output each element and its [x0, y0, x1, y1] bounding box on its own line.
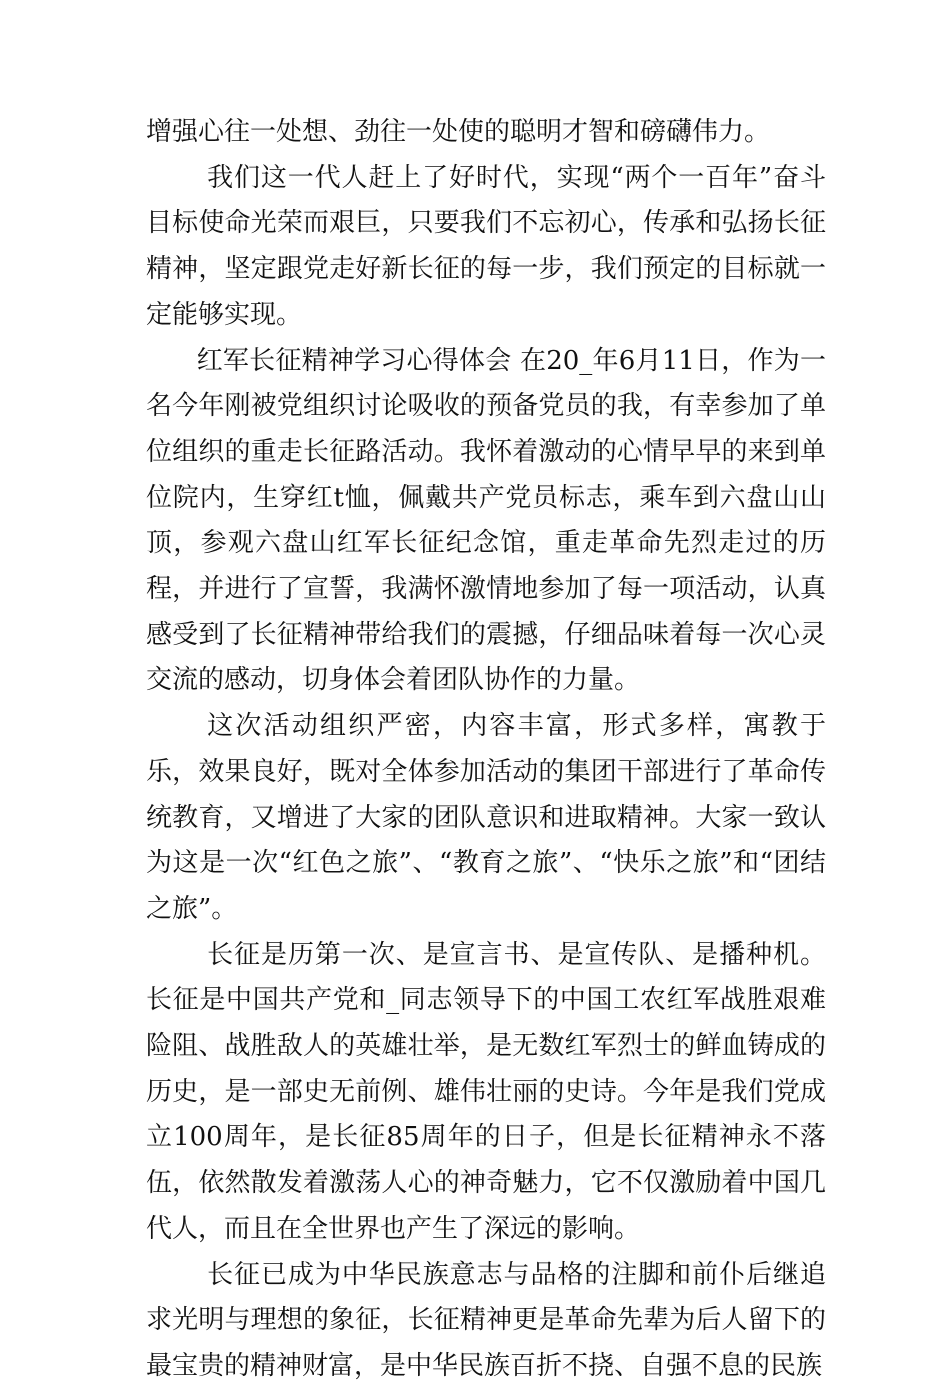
paragraph-3: 红军长征精神学习心得体会 在20_年6月11日，作为一名今年刚被党组织讨论吸收的预备党员的我，有幸参加了单位组织的重走长征路活动。我怀着激动的心情早早的来到单位院内，生穿红t恤，佩戴共产党员标志，乘车到六盘山山顶，参观六盘山红军长征纪念馆，重走革命先烈走过的历程，并进行了宣誓，我满怀激情地参加了每一项活动，认真感受到了长征精神带给我们的震撼，仔细品味着每一次心灵交流的感动，切身体会着团队协作的力量。: [146, 345, 826, 696]
paragraph-4: 这次活动组织严密，内容丰富，形式多样，寓教于乐，效果良好，既对全体参加活动的集团干部进行了革命传统教育，又增进了大家的团队意识和进取精神。大家一致认为这是一次“红色之旅”、“教育之旅”、“快乐之旅”和“团结之旅”。: [146, 711, 826, 924]
paragraph-5: 长征是历第一次、是宣言书、是宣传队、是播种机。长征是中国共产党和_同志领导下的中国工农红军战胜艰难险阻、战胜敌人的英雄壮举，是无数红军烈士的鲜血铸成的历史，是一部史无前例、雄伟壮丽的史诗。今年是我们党成立100周年，是长征85周年的日子，但是长征精神永不落伍，依然散发着激荡人心的神奇魅力，它不仅激励着中国几代人，而且在全世界也产生了深远的影响。: [146, 939, 826, 1244]
document-body: [146, 110, 826, 1390]
paragraph-2: 我们这一代人赶上了好时代，实现“两个一百年”奋斗目标使命光荣而艰巨，只要我们不忘初心，传承和弘扬长征精神，坚定跟党走好新长征的每一步，我们预定的目标就一定能够实现。: [146, 162, 826, 330]
paragraph-1: 增强心往一处想、劲往一处使的聪明才智和磅礴伟力。: [146, 117, 771, 147]
paragraph-6: 长征已成为中华民族意志与品格的注脚和前仆后继追求光明与理想的象征，长征精神更是革命先辈为后人留下的最宝贵的精神财富，是中华民族百折不挠、自强不息的民族: [146, 1259, 826, 1381]
